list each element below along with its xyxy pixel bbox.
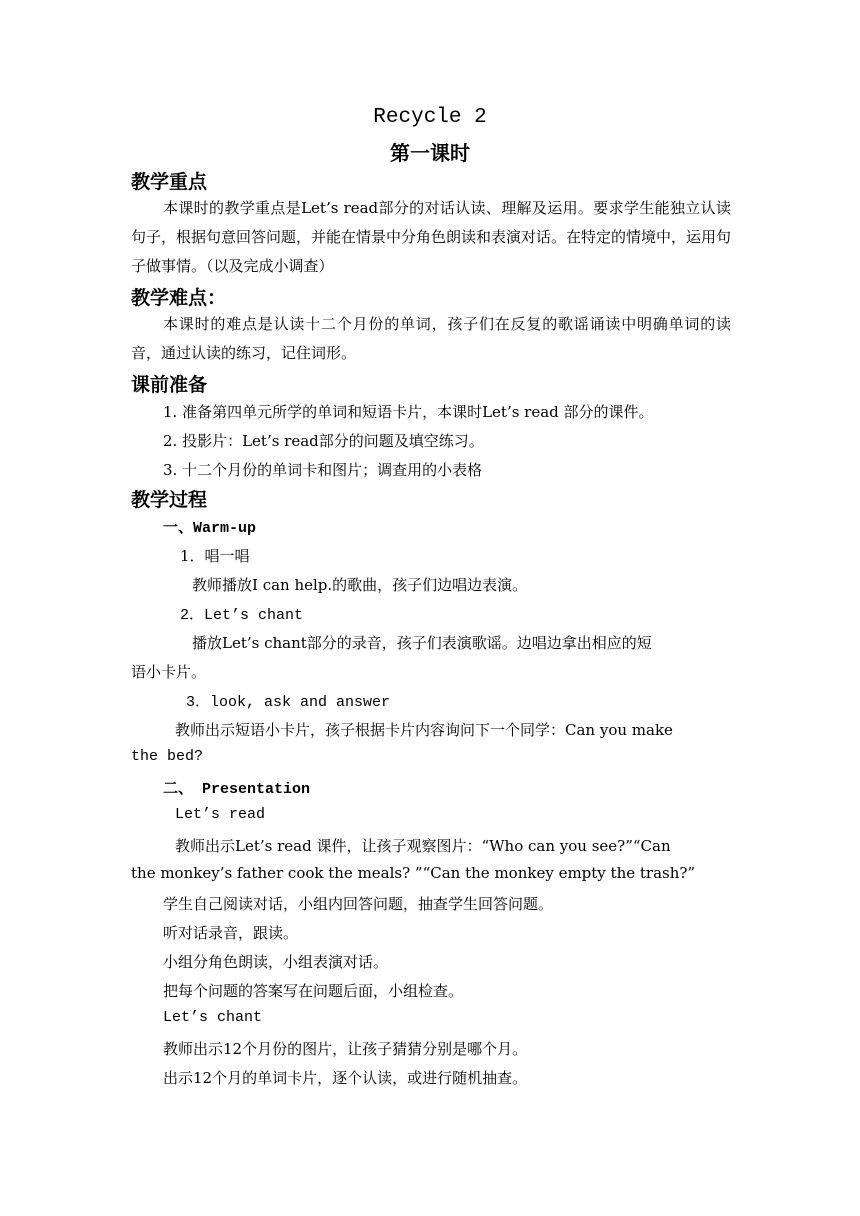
sing-text: 教师播放I can help.的歌曲，孩子们边唱边表演。 xyxy=(192,576,528,594)
presentation-heading: 二、 Presentation xyxy=(163,781,311,798)
step-3: 小组分角色朗读，小组表演对话。 xyxy=(163,953,389,971)
prep-item-2: 2. 投影片：Let’s read部分的问题及填空练习。 xyxy=(163,432,484,450)
chant-section-label: Let’s chant xyxy=(163,1009,263,1026)
heading-difficulty: 教学难点： xyxy=(131,287,227,309)
prep-item-1: 1. 准备第四单元所学的单词和短语卡片，本课时Let’s read 部分的课件。 xyxy=(163,403,654,421)
chant-text-2: 语小卡片。 xyxy=(131,663,207,681)
read-label: Let’s read xyxy=(175,806,266,823)
difficulty-paragraph: 本课时的难点是认读十二个月份的单词，孩子们在反复的歌谣诵读中明确单词的读音，通过认读的练习，记住词形。 xyxy=(131,315,731,362)
doc-title: Recycle 2 xyxy=(373,106,487,129)
heading-focus: 教学重点 xyxy=(131,171,208,193)
sing-label: 1．唱一唱 xyxy=(180,547,250,565)
step-4: 把每个问题的答案写在问题后面，小组检查。 xyxy=(163,982,464,1000)
read-text-2: the monkey’s father cook the meals? ”“Can the monkey empty the trash?” xyxy=(131,864,696,882)
heading-prep: 课前准备 xyxy=(131,374,208,396)
focus-paragraph: 本课时的教学重点是Let’s read部分的对话认读、理解及运用。要求学生能独立认读句子，根据句意回答问题，并能在情景中分角色朗读和表演对话。在特定的情境中，运用句子做事情。（以及完成小调查） xyxy=(131,199,732,275)
doc-subtitle: 第一课时 xyxy=(390,141,470,165)
look-text-2: the bed? xyxy=(131,748,204,765)
chant-step-2: 出示12个月的单词卡片，逐个认读，或进行随机抽查。 xyxy=(163,1069,528,1087)
step-2: 听对话录音，跟读。 xyxy=(163,924,299,942)
warmup-heading: 一、Warm-up xyxy=(163,520,257,537)
look-label: 3．look, ask and answer xyxy=(186,694,391,711)
chant-text-1: 播放Let’s chant部分的录音，孩子们表演歌谣。边唱边拿出相应的短 xyxy=(192,634,652,652)
heading-process: 教学过程 xyxy=(131,489,208,511)
prep-item-3: 3. 十二个月份的单词卡和图片；调查用的小表格 xyxy=(163,461,483,479)
step-1: 学生自己阅读对话，小组内回答问题，抽查学生回答问题。 xyxy=(163,895,554,913)
chant-label: 2．Let’s chant xyxy=(180,607,304,624)
chant-step-1: 教师出示12个月份的图片，让孩子猜猜分别是哪个月。 xyxy=(163,1040,528,1058)
read-text-1: 教师出示Let’s read 课件，让孩子观察图片：“Who can you see?”“Can xyxy=(175,837,671,855)
look-text-1: 教师出示短语小卡片，孩子根据卡片内容询问下一个同学：Can you make xyxy=(175,721,673,739)
